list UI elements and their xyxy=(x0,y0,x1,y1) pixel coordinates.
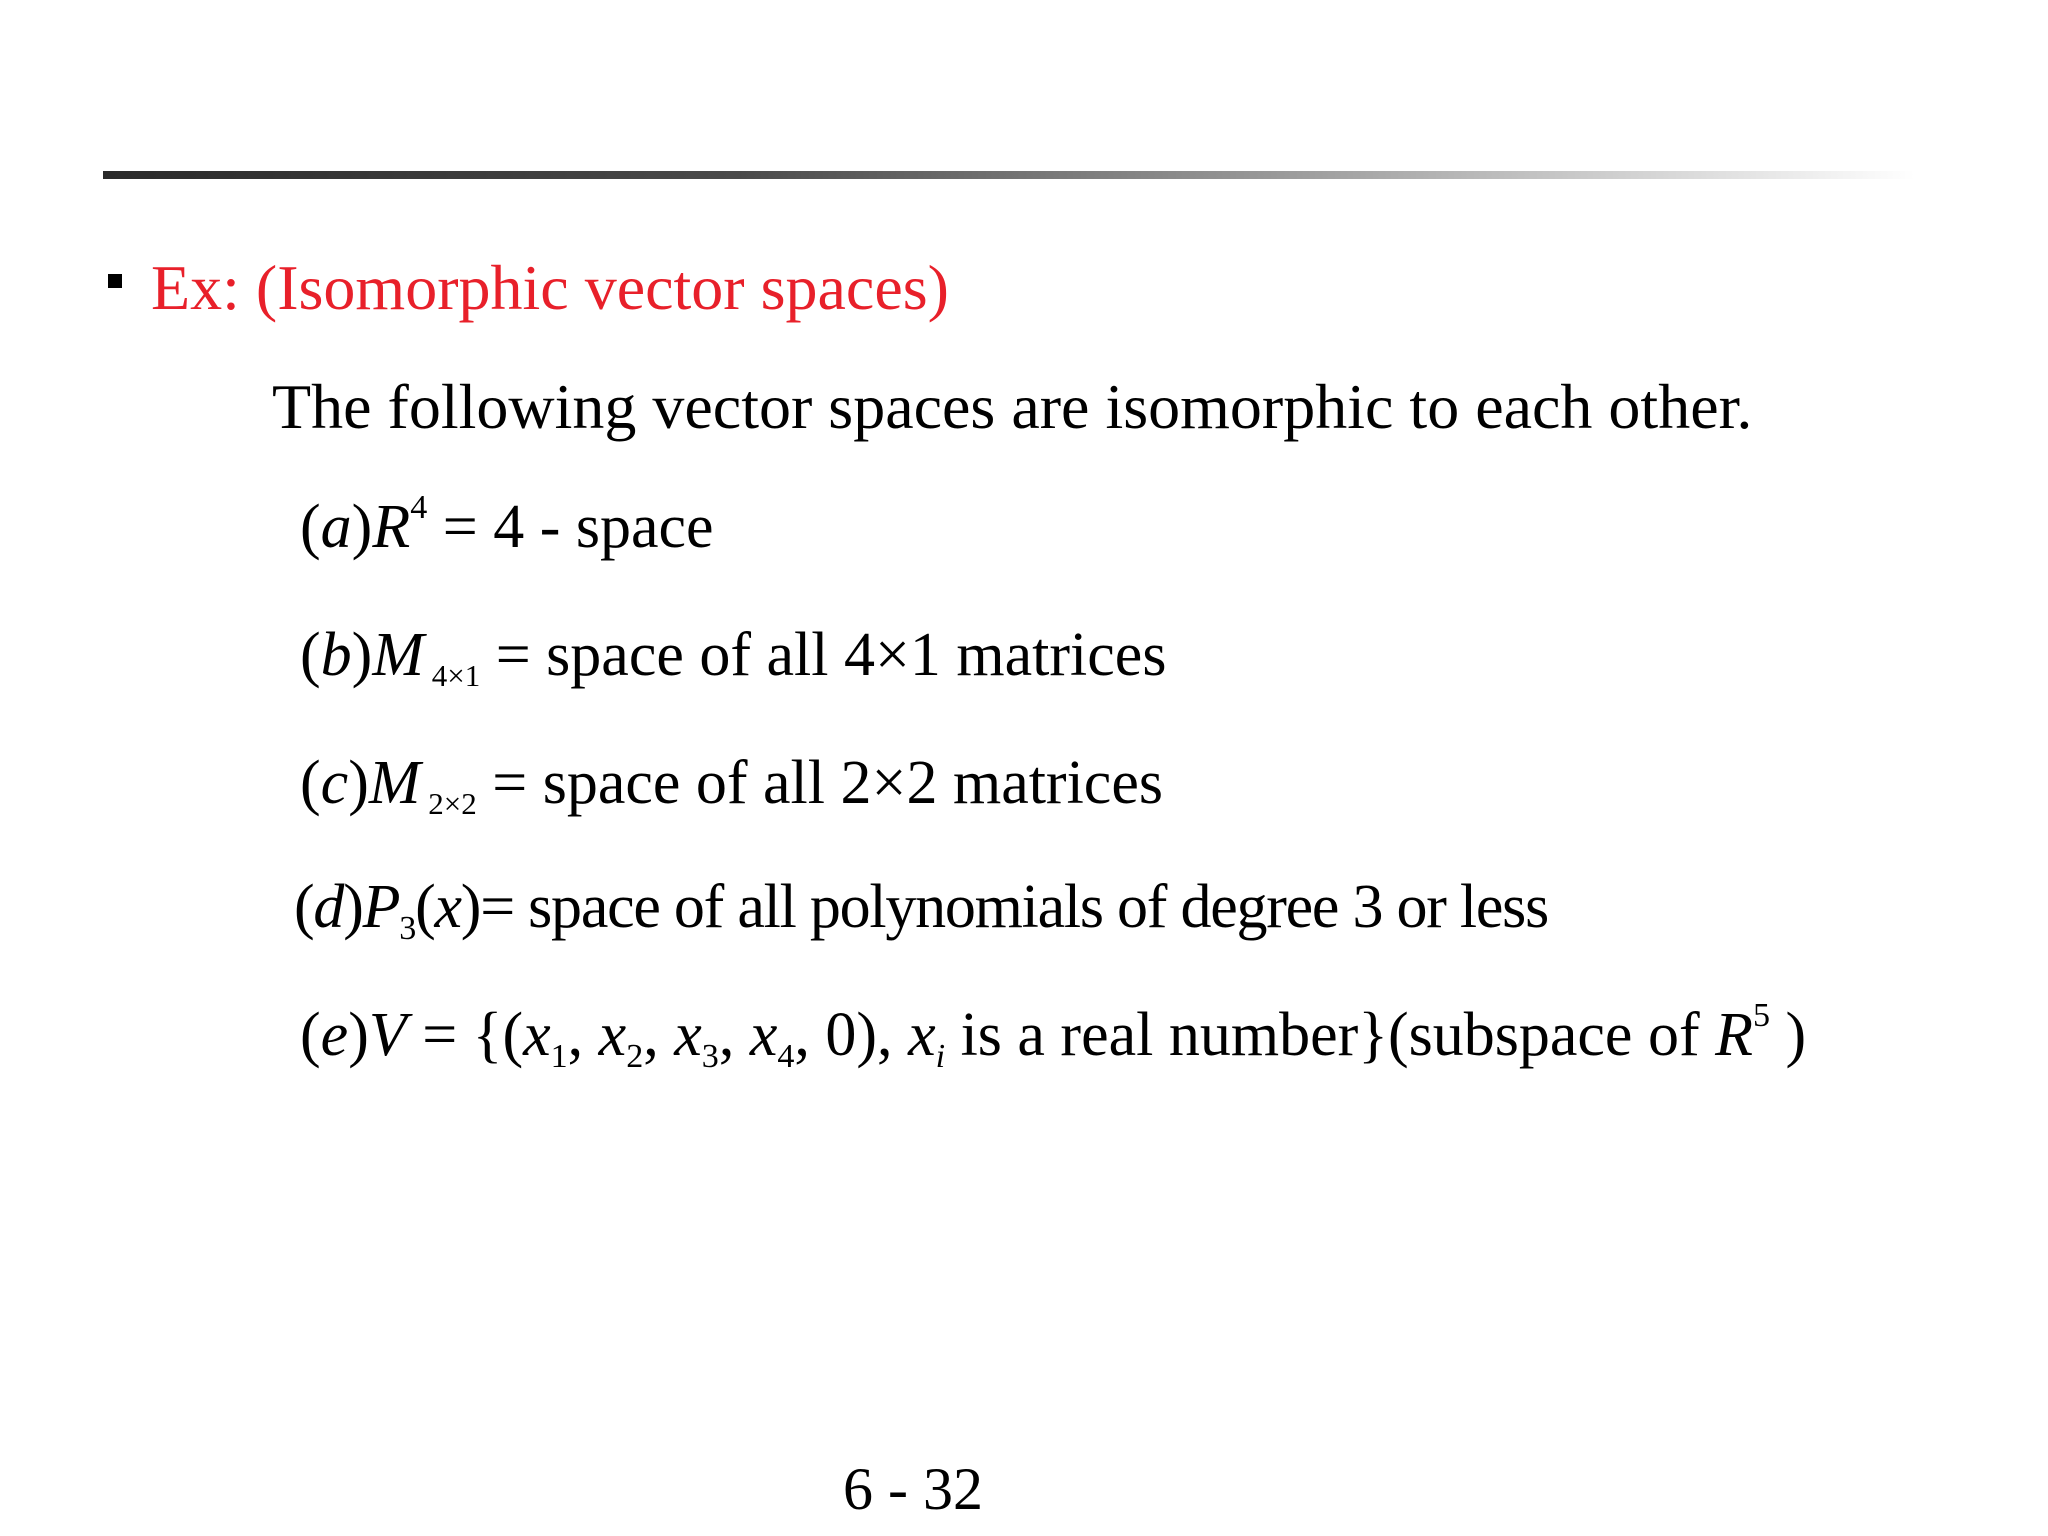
item-a-exponent: 4 xyxy=(410,489,428,527)
item-c-dimensions: 2×2 xyxy=(428,785,477,821)
item-e-close: ) xyxy=(1785,1001,1807,1069)
item-b-dimensions: 4×1 xyxy=(431,657,481,693)
square-bullet-icon xyxy=(108,274,122,288)
item-e-var-i: x xyxy=(908,1001,936,1069)
item-a-description: = 4 - space xyxy=(442,493,714,561)
item-a-symbol: R xyxy=(372,493,411,561)
item-c: (c)M $_{2\times 2}$ = space of all 2×2 matrices xyxy=(300,749,1163,821)
page-number: 6 - 32 xyxy=(843,1456,983,1522)
item-e-symbol: V xyxy=(368,1001,407,1069)
intro-sentence: The following vector spaces are isomorphic to each other. xyxy=(272,371,1753,442)
item-a: $(a)R^4 = 4$ - space xyxy=(300,489,714,561)
item-d-description: = space of all polynomials of degree 3 or less xyxy=(480,873,1548,941)
item-e-var-3: x xyxy=(674,1001,702,1069)
item-e-sub-2: 2 xyxy=(626,1037,644,1075)
item-e-sub-4: 4 xyxy=(777,1037,795,1075)
item-e-var-2: x xyxy=(598,1001,627,1069)
example-heading: Ex: (Isomorphic vector spaces) xyxy=(151,252,949,323)
item-e-sub-1: 1 xyxy=(550,1037,568,1075)
item-d-argument: x xyxy=(434,873,461,941)
item-e-zero: 0), xyxy=(825,1001,893,1069)
item-b-description: = space of all 4×1 matrices xyxy=(495,621,1167,689)
title-divider-rule xyxy=(103,171,1915,179)
item-d: $(d)P_3(x)=$ space of all polynomials of degree 3 or less xyxy=(294,873,1548,947)
bullet-item xyxy=(108,248,949,328)
item-e-var-1: x xyxy=(523,1001,551,1069)
item-c-description: = space of all 2×2 matrices xyxy=(492,749,1163,817)
item-d-symbol: P xyxy=(362,873,400,941)
item-e-description: is a real number}(subspace of xyxy=(945,1001,1716,1069)
item-b-label: b xyxy=(320,621,352,689)
item-e-label: e xyxy=(320,1001,349,1069)
item-e-space-exponent: 5 xyxy=(1752,997,1771,1035)
item-e-set-open: = {( xyxy=(422,1001,524,1069)
item-c-label: c xyxy=(320,749,349,817)
item-e-sub-3: 3 xyxy=(701,1037,719,1075)
item-c-symbol: M xyxy=(368,749,421,817)
item-e: $(e)V = \{(x_1$, $x_2$, $x_3$, $x_4$, 0), $x_i$ is a real number}(subspace of $R^5$ ) xyxy=(300,997,1807,1075)
item-e-var-4: x xyxy=(749,1001,778,1069)
item-d-subscript: 3 xyxy=(399,909,416,947)
item-b: (b)M $_{4\times 1}$ = space of all 4×1 matrices xyxy=(300,621,1167,693)
item-e-sub-i: i xyxy=(935,1037,946,1075)
item-a-label: a xyxy=(320,493,352,561)
item-b-symbol: M xyxy=(372,621,424,689)
item-e-space: R xyxy=(1715,1001,1753,1069)
item-d-label: d xyxy=(313,873,344,941)
